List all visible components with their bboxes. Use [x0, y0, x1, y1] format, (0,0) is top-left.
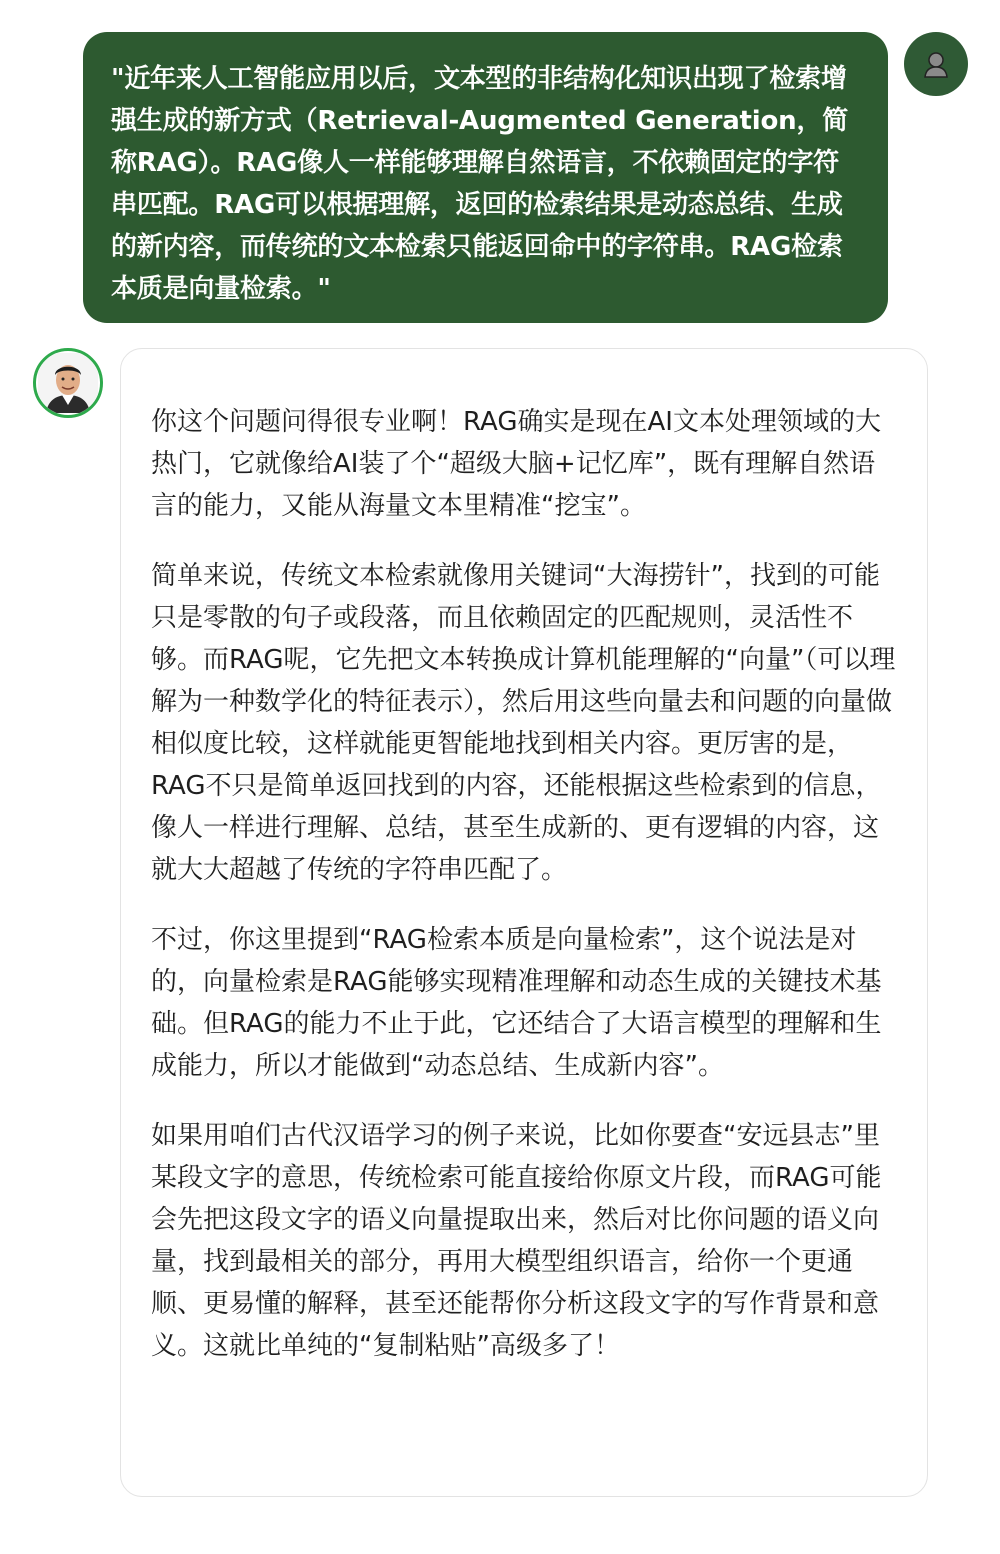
assistant-paragraph: 你这个问题问得很专业啊！RAG确实是现在AI文本处理领域的大热门，它就像给AI装了个“超级大脑+记忆库”，既有理解自然语言的能力，又能从海量文本里精准“挖宝”。 — [151, 407, 881, 521]
assistant-avatar[interactable] — [33, 348, 103, 418]
user-message-text: "近年来人工智能应用以后，文本型的非结构化知识出现了检索增强生成的新方式（Retrieval-Augmented Generation，简称RAG）。RAG像人一样能够理解自然语言，不依赖固定的字符串匹配。RAG可以根据理解，返回的检索结果是动态总结、生成的新内容，而传统的文本检索只能返回命中的字符串。RAG检索本质是向量检索。" — [111, 64, 849, 304]
assistant-paragraph: 简单来说，传统文本检索就像用关键词“大海捞针”，找到的可能只是零散的句子或段落，而且依赖固定的匹配规则，灵活性不够。而RAG呢，它先把文本转换成计算机能理解的“向量”（可以理解为一种数学化的特征表示），然后用这些向量去和问题的向量做相似度比较，这样就能更智能地找到相关内容。更厉害的是，RAG不只是简单返回找到的内容，还能根据这些检索到的信息，像人一样进行理解、总结，甚至生成新的、更有逻辑的内容，这就大大超越了传统的字符串匹配了。 — [151, 561, 896, 885]
assistant-face-icon — [38, 353, 98, 413]
user-icon — [921, 49, 951, 79]
user-avatar[interactable] — [904, 32, 968, 96]
assistant-message-bubble — [120, 348, 928, 1497]
user-message-bubble — [83, 32, 888, 323]
assistant-paragraph: 不过，你这里提到“RAG检索本质是向量检索”，这个说法是对的，向量检索是RAG能够实现精准理解和动态生成的关键技术基础。但RAG的能力不止于此，它还结合了大语言模型的理解和生成能力，所以才能做到“动态总结、生成新内容”。 — [151, 925, 882, 1081]
assistant-paragraph: 如果用咱们古代汉语学习的例子来说，比如你要查“安远县志”里某段文字的意思，传统检索可能直接给你原文片段，而RAG可能会先把这段文字的语义向量提取出来，然后对比你问题的语义向量，找到最相关的部分，再用大模型组织语言，给你一个更通顺、更易懂的解释，甚至还能帮你分析这段文字的写作背景和意义。这就比单纯的“复制粘贴”高级多了！ — [151, 1121, 882, 1361]
